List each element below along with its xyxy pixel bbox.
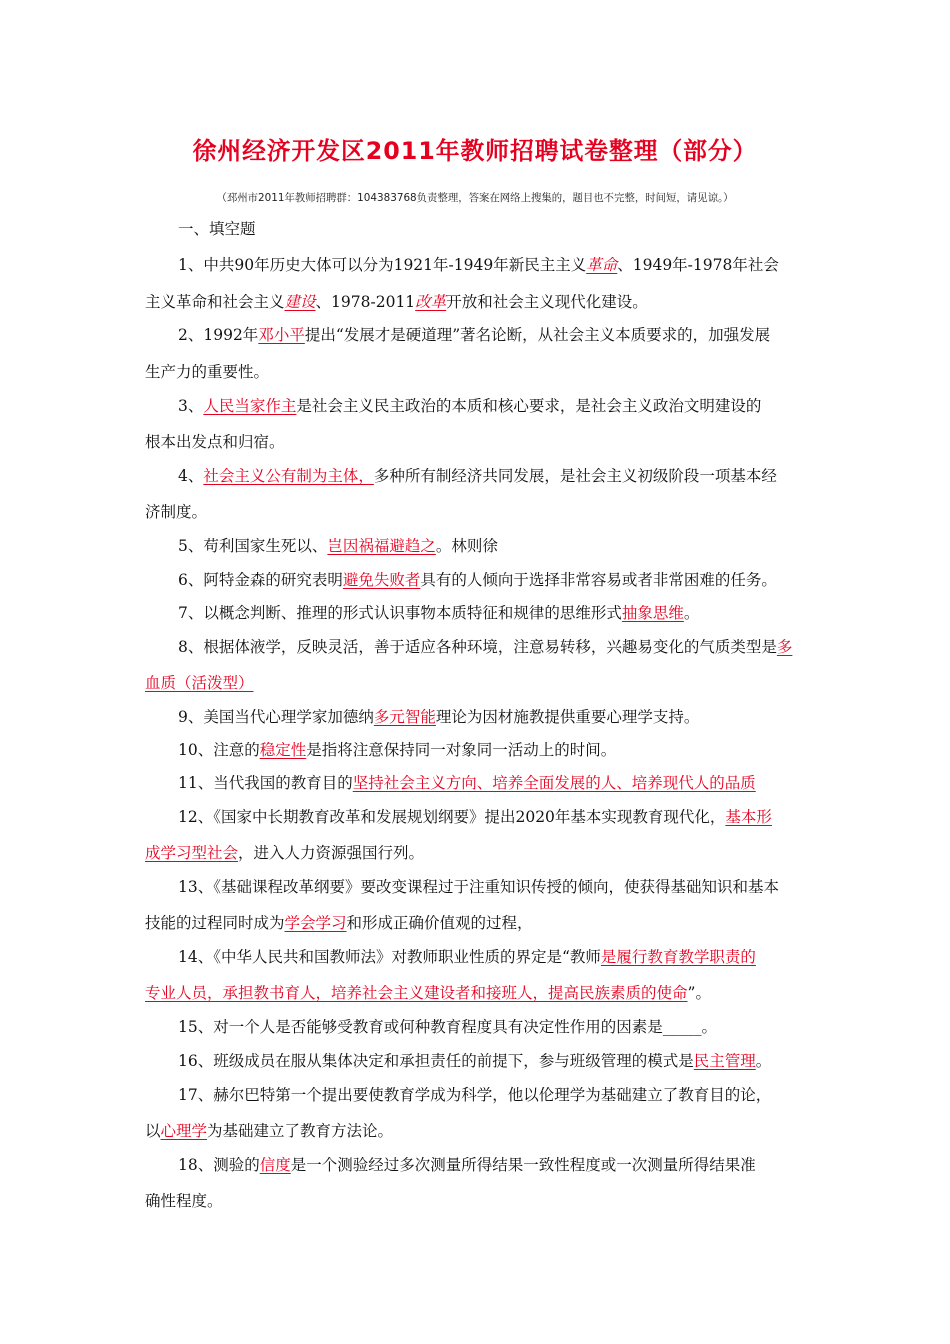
document-title: 徐州经济开发区2011年教师招聘试卷整理（部分）	[192, 137, 758, 165]
answer-13: 学会学习	[284, 914, 347, 932]
answer-12b: 成学习型社会	[145, 844, 239, 862]
answer-2: 邓小平	[258, 326, 305, 344]
question-3-line-2: 根本出发点和归宿。	[145, 433, 285, 451]
question-13-line-1: 13、《基础课程改革纲要》要改变课程过于注重知识传授的倾向，使获得基础知识和基本	[178, 878, 779, 896]
question-15: 15、对一个人是否能够受教育或何种教育程度具有决定性作用的因素是_____。	[178, 1018, 717, 1036]
question-1-line-2: 主义革命和社会主义建设、1978-2011改革开放和社会主义现代化建设。	[145, 293, 648, 311]
question-7: 7、以概念判断、推理的形式认识事物本质特征和规律的思维形式抽象思维。	[178, 604, 700, 622]
question-4-line-2: 济制度。	[145, 503, 208, 521]
answer-17: 心理学	[160, 1122, 208, 1140]
question-18-line-2: 确性程度。	[145, 1192, 223, 1210]
question-1-line-1: 1、中共90年历史大体可以分为1921年-1949年新民主主义革命、1949年-1978年社会	[178, 256, 779, 274]
question-12-line-2: 成学习型社会，进入人力资源强国行列。	[145, 844, 425, 862]
answer-1a: 革命	[586, 256, 618, 274]
question-4-line-1: 4、社会主义公有制为主体，多种所有制经济共同发展，是社会主义初级阶段一项基本经	[178, 467, 777, 485]
answer-8b: 血质（活泼型）	[145, 674, 254, 692]
question-3-line-1: 3、人民当家作主是社会主义民主政治的本质和核心要求，是社会主义政治文明建设的	[178, 397, 762, 415]
question-6: 6、阿特金森的研究表明避免失败者具有的人倾向于选择非常容易或者非常困难的任务。	[178, 571, 777, 589]
answer-8a: 多	[776, 638, 793, 656]
answer-1b: 建设	[284, 293, 316, 311]
question-17-line-2: 以心理学为基础建立了教育方法论。	[145, 1122, 394, 1140]
question-16: 16、班级成员在服从集体决定和承担责任的前提下，参与班级管理的模式是民主管理。	[178, 1052, 772, 1070]
question-5: 5、苟利国家生死以、岂因祸福避趋之。林则徐	[178, 537, 498, 555]
question-10: 10、注意的稳定性是指将注意保持同一对象同一活动上的时间。	[178, 741, 617, 759]
answer-9: 多元智能	[373, 708, 436, 726]
answer-18: 信度	[259, 1156, 291, 1174]
section-heading: 一、填空题	[178, 220, 256, 238]
question-8-line-1: 8、根据体液学，反映灵活，善于适应各种环境，注意易转移，兴趣易变化的气质类型是多	[178, 638, 793, 656]
question-13-line-2: 技能的过程同时成为学会学习和形成正确价值观的过程，	[145, 914, 533, 932]
question-11: 11、当代我国的教育目的坚持社会主义方向、培养全面发展的人、培养现代人的品质	[178, 774, 756, 792]
question-2-line-2: 生产力的重要性。	[145, 363, 270, 381]
answer-10: 稳定性	[259, 741, 307, 759]
answer-11: 坚持社会主义方向、培养全面发展的人、培养现代人的品质	[352, 774, 756, 792]
answer-4: 社会主义公有制为主体，	[203, 467, 374, 485]
answer-12a: 基本形	[725, 808, 772, 826]
question-8-line-2	[145, 673, 254, 693]
question-17-line-1: 17、赫尔巴特第一个提出要使教育学成为科学，他以伦理学为基础建立了教育目的论，	[178, 1086, 772, 1104]
answer-7: 抽象思维	[621, 604, 684, 622]
answer-5: 岂因祸福避趋之	[327, 537, 436, 555]
document-note: （邳州市2011年教师招聘群：104383768负责整理，答案在网络上搜集的，题目也不完整，时间短，请见谅。）	[216, 192, 734, 204]
question-14-line-1: 14、《中华人民共和国教师法》对教师职业性质的界定是“教师是履行教育教学职责的	[178, 948, 756, 966]
question-18-line-1: 18、测验的信度是一个测验经过多次测量所得结果一致性程度或一次测量所得结果准	[178, 1156, 756, 1174]
answer-6: 避免失败者	[342, 571, 421, 589]
question-9: 9、美国当代心理学家加德纳多元智能理论为因材施教提供重要心理学支持。	[178, 708, 700, 726]
answer-3: 人民当家作主	[203, 397, 297, 415]
question-14-line-2: 专业人员，承担教书育人，培养社会主义建设者和接班人，提高民族素质的使命”。	[145, 984, 711, 1002]
question-12-line-1: 12、《国家中长期教育改革和发展规划纲要》提出2020年基本实现教育现代化，基本形	[178, 808, 772, 826]
answer-1c: 改革	[415, 293, 447, 311]
answer-16: 民主管理	[693, 1052, 756, 1070]
question-2-line-1: 2、1992年邓小平提出“发展才是硬道理”著名论断，从社会主义本质要求的，加强发展	[178, 326, 771, 344]
answer-14b: 专业人员，承担教书育人，培养社会主义建设者和接班人，提高民族素质的使命	[145, 984, 688, 1002]
answer-14a: 是履行教育教学职责的	[600, 948, 756, 966]
